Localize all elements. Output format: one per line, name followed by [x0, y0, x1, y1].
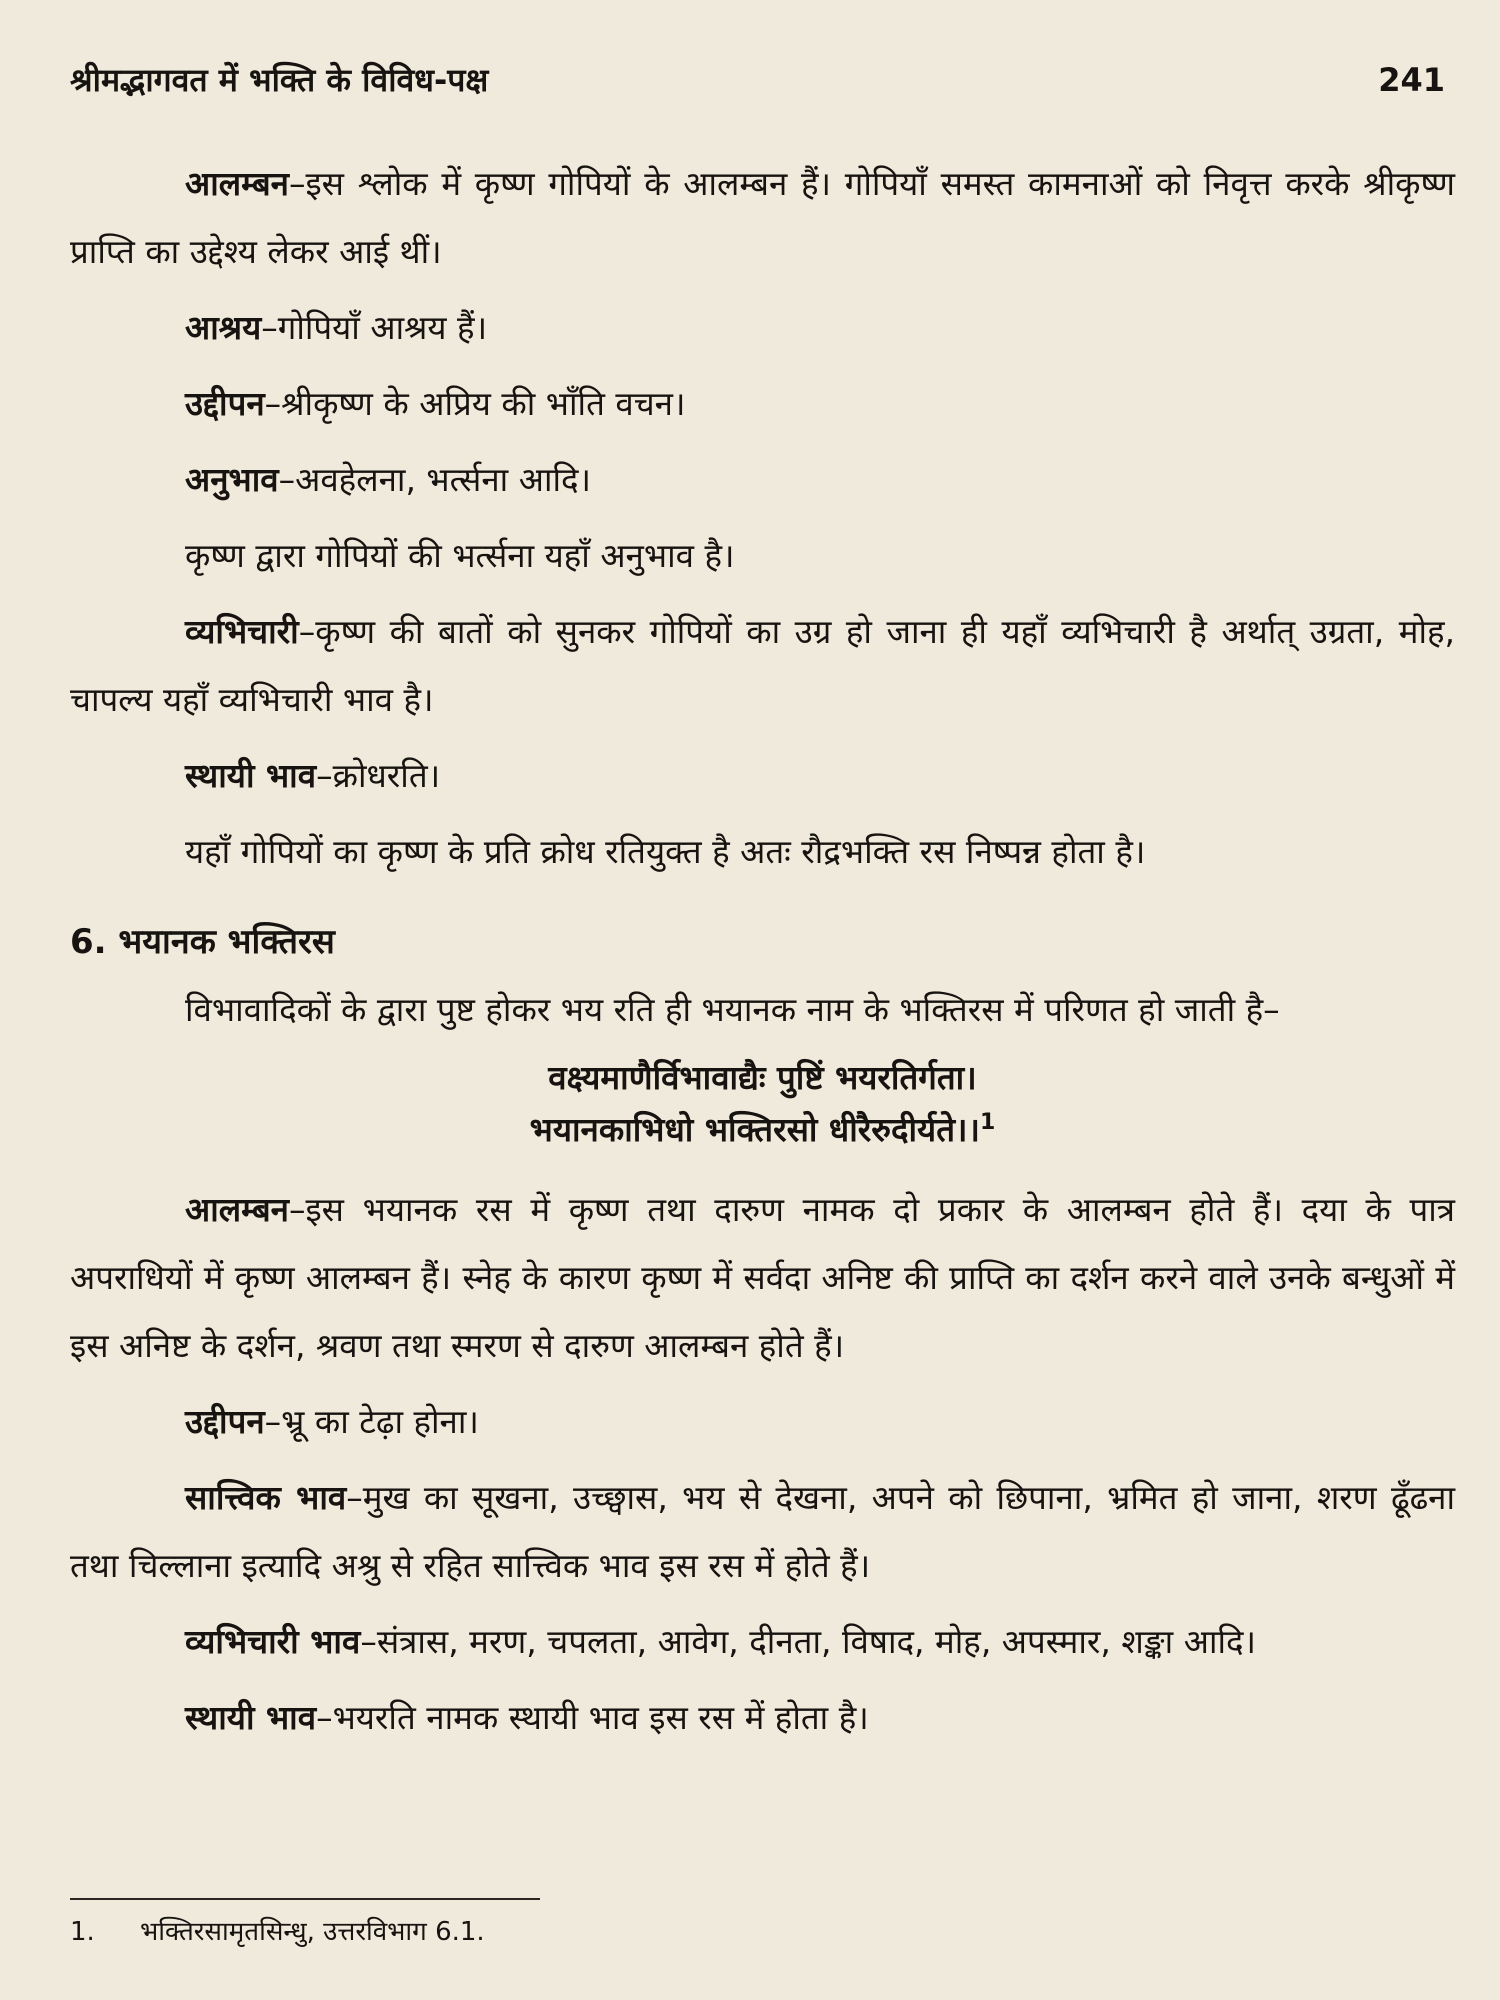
term-label: व्यभिचारी — [185, 612, 299, 651]
paragraph: व्यभिचारी भाव–संत्रास, मरण, चपलता, आवेग, दीनता, विषाद, मोह, अपस्मार, शङ्का आदि। — [185, 1622, 1257, 1661]
paragraph: आलम्बन–इस भयानक रस में कृष्ण तथा दारुण नामक दो प्रकार के आलम्बन होते हैं। दया के पात्र अपराधियों में कृष्ण आलम्बन हैं। स्नेह के कारण कृष्ण में सर्वदा अनिष्ट की प्राप्ति का दर्शन करने वाले उनके बन्धुओं में इस अनिष्ट के दर्शन, श्रवण तथा स्मरण से दारुण आलम्बन होते हैं। — [70, 1190, 1455, 1365]
paragraph: स्थायी भाव–भयरति नामक स्थायी भाव इस रस में होता है। — [185, 1698, 869, 1737]
term-label: व्यभिचारी भाव — [185, 1622, 361, 1661]
term-label: आलम्बन — [185, 164, 289, 203]
term-label: सात्त्विक भाव — [185, 1478, 347, 1517]
paragraph: आलम्बन–इस श्लोक में कृष्ण गोपियों के आलम्बन हैं। गोपियाँ समस्त कामनाओं को निवृत्त करके श्रीकृष्ण प्राप्ति का उद्देश्य लेकर आई थीं। — [70, 164, 1455, 271]
paragraph: कृष्ण द्वारा गोपियों की भर्त्सना यहाँ अनुभाव है। — [185, 536, 735, 575]
paragraph: व्यभिचारी–कृष्ण की बातों को सुनकर गोपियों का उग्र हो जाना ही यहाँ व्यभिचारी है अर्थात् उग्रता, मोह, चापल्य यहाँ व्यभिचारी भाव है। — [70, 612, 1455, 719]
term-label: आलम्बन — [185, 1190, 289, 1229]
running-title: श्रीमद्भागवत में भक्ति के विविध-पक्ष — [70, 61, 489, 99]
paragraph: स्थायी भाव–क्रोधरति। — [185, 756, 441, 795]
verse-line-2: भयानकाभिधो भक्तिरसो धीरैरुदीर्यते।।$^1$ — [529, 1110, 996, 1149]
paragraph: सात्त्विक भाव–मुख का सूखना, उच्छ्वास, भय से देखना, अपने को छिपाना, भ्रमित हो जाना, शरण ढूँढना तथा चिल्लाना इत्यादि अश्रु से रहित सात्त्विक भाव इस रस में होते हैं। — [70, 1478, 1456, 1585]
paragraph: अनुभाव–अवहेलना, भर्त्सना आदि। — [185, 460, 592, 499]
term-label: आश्रय — [185, 308, 262, 347]
paragraph: आश्रय–गोपियाँ आश्रय हैं। — [185, 308, 488, 347]
footnote-marker: 1 — [980, 1110, 996, 1135]
paragraph: विभावादिकों के द्वारा पुष्ट होकर भय रति ही भयानक नाम के भक्तिरस में परिणत हो जाती है– — [185, 990, 1280, 1029]
term-label: स्थायी भाव — [185, 1698, 317, 1737]
paragraph: उद्दीपन–भ्रू का टेढ़ा होना। — [185, 1402, 479, 1441]
paragraph: उद्दीपन–श्रीकृष्ण के अप्रिय की भाँति वचन। — [185, 384, 686, 423]
running-header — [70, 58, 1445, 101]
page-body — [70, 150, 1455, 1760]
page-number: 241 — [1378, 61, 1445, 99]
footnote-text: भक्तिरसामृतसिन्धु, उत्तरविभाग 6.1. — [140, 1917, 485, 1947]
footnote-divider — [70, 1898, 540, 1900]
term-label: अनुभाव — [185, 460, 279, 499]
term-label: स्थायी भाव — [185, 756, 317, 795]
term-label: उद्दीपन — [185, 1402, 265, 1441]
term-label: उद्दीपन — [185, 384, 265, 423]
footnote-number: 1. — [70, 1917, 95, 1947]
verse-line: वक्ष्यमाणैर्विभावाद्यैः पुष्टिं भयरतिर्गता। — [548, 1058, 977, 1097]
sanskrit-verse — [70, 1052, 1455, 1156]
section-heading: 6. भयानक भक्तिरस — [70, 922, 335, 962]
paragraph: यहाँ गोपियों का कृष्ण के प्रति क्रोध रतियुक्त है अतः रौद्रभक्ति रस निष्पन्न होता है। — [185, 832, 1146, 871]
footnote — [70, 1912, 485, 1952]
